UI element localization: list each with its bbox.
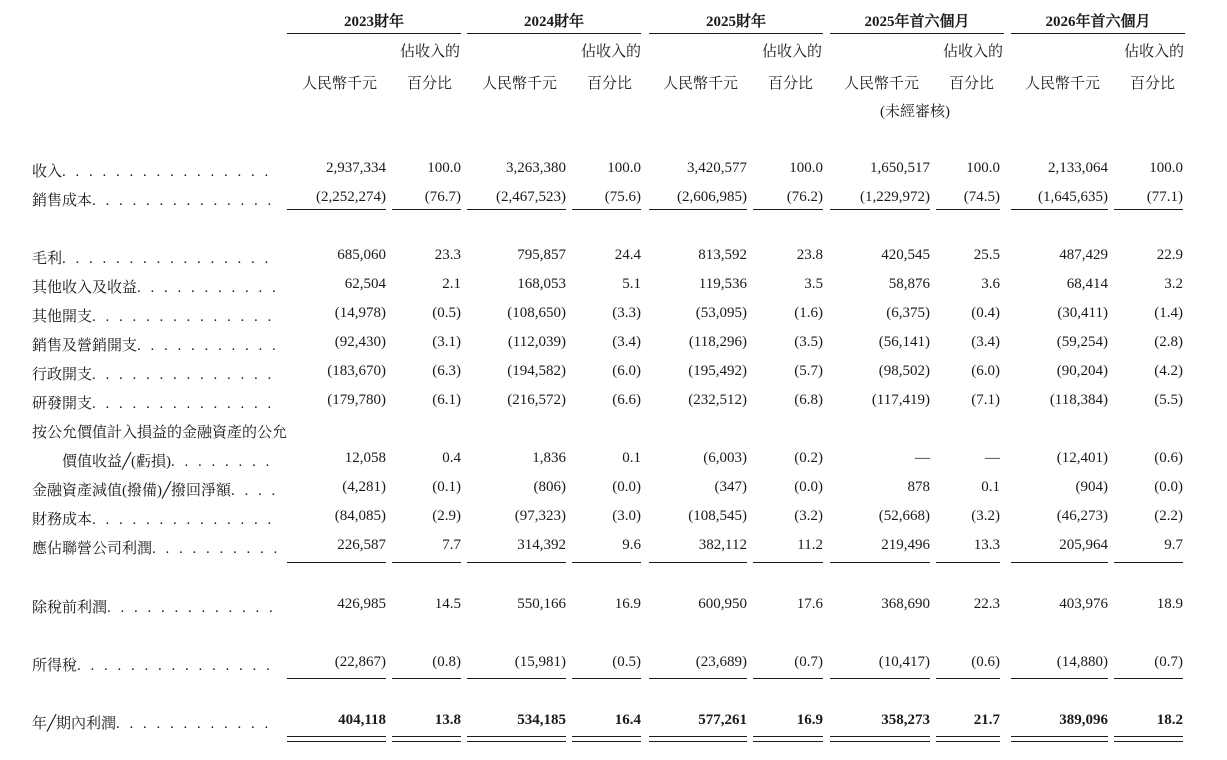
table-cell: (76.7) bbox=[424, 189, 461, 205]
table-rule bbox=[936, 678, 1000, 679]
table-cell: (0.7) bbox=[1154, 654, 1183, 670]
table-rule bbox=[1011, 678, 1108, 679]
table-cell: (0.8) bbox=[432, 654, 461, 670]
table-cell: (195,492) bbox=[688, 363, 747, 379]
table-rule bbox=[1114, 678, 1183, 679]
table-cell: 1,650,517 bbox=[870, 160, 930, 176]
table-cell: (183,670) bbox=[327, 363, 386, 379]
table-cell: 3.5 bbox=[804, 276, 823, 292]
table-cell: (1.6) bbox=[794, 305, 823, 321]
pct-label-2024-b: 百分比 bbox=[587, 76, 633, 92]
table-cell: (179,780) bbox=[327, 392, 386, 408]
table-cell: 2,133,064 bbox=[1048, 160, 1108, 176]
table-cell: 577,261 bbox=[698, 712, 747, 728]
table-cell: (117,419) bbox=[871, 392, 930, 408]
table-cell: 18.9 bbox=[1156, 596, 1183, 612]
header-rule-2023 bbox=[287, 33, 461, 34]
table-cell: (1,229,972) bbox=[860, 189, 930, 205]
table-cell: 420,545 bbox=[881, 247, 930, 263]
table-cell: (4,281) bbox=[342, 479, 386, 495]
header-rule-2025 bbox=[649, 33, 823, 34]
pct-label-2026h1-a: 佔收入的 bbox=[1124, 44, 1185, 60]
table-cell: 382,112 bbox=[698, 537, 747, 553]
table-cell: (108,650) bbox=[507, 305, 566, 321]
period-header-2025h1: 2025年首六個月 bbox=[864, 14, 970, 30]
table-cell: 2,937,334 bbox=[326, 160, 386, 176]
amount-label-2023: 人民幣千元 bbox=[302, 76, 378, 92]
table-cell: (0.5) bbox=[612, 654, 641, 670]
table-cell: 878 bbox=[907, 479, 930, 495]
table-cell: (6.0) bbox=[612, 363, 641, 379]
period-header-2023: 2023財年 bbox=[343, 14, 404, 30]
table-cell: 226,587 bbox=[337, 537, 386, 553]
pct-label-2025h1-a: 佔收入的 bbox=[943, 44, 1004, 60]
table-cell: 205,964 bbox=[1059, 537, 1108, 553]
table-cell: 100.0 bbox=[607, 160, 641, 176]
table-cell: (98,502) bbox=[878, 363, 930, 379]
row-label-income-tax: 所得稅. . . . . . . . . . . . . . . bbox=[32, 658, 273, 674]
table-cell: 68,414 bbox=[1066, 276, 1108, 292]
table-cell: (12,401) bbox=[1056, 450, 1108, 466]
table-cell: 487,429 bbox=[1059, 247, 1108, 263]
table-cell: — bbox=[985, 450, 1000, 466]
table-cell: (1,645,635) bbox=[1038, 189, 1108, 205]
table-cell: 16.9 bbox=[614, 596, 641, 612]
row-label-other-expenses: 其他開支. . . . . . . . . . . . . . bbox=[32, 309, 275, 325]
table-rule bbox=[392, 562, 461, 563]
table-cell: (112,039) bbox=[507, 334, 566, 350]
table-cell: 550,166 bbox=[517, 596, 566, 612]
table-cell: (0.0) bbox=[1154, 479, 1183, 495]
row-label-fvtpl-line1: 按公允價值計入損益的金融資產的公允 bbox=[32, 425, 288, 441]
table-cell: (118,296) bbox=[688, 334, 747, 350]
table-rule bbox=[753, 562, 823, 563]
table-cell: 62,504 bbox=[344, 276, 386, 292]
table-cell: (7.1) bbox=[971, 392, 1000, 408]
table-cell: 403,976 bbox=[1059, 596, 1108, 612]
table-cell: (216,572) bbox=[507, 392, 566, 408]
table-cell: (84,085) bbox=[334, 508, 386, 524]
table-cell: (2.2) bbox=[1154, 508, 1183, 524]
table-cell: 219,496 bbox=[881, 537, 930, 553]
amount-label-2025h1: 人民幣千元 bbox=[844, 76, 920, 92]
table-rule bbox=[572, 678, 641, 679]
table-rule bbox=[392, 209, 461, 210]
table-cell: (5.7) bbox=[794, 363, 823, 379]
table-cell: (15,981) bbox=[514, 654, 566, 670]
table-cell: 23.8 bbox=[796, 247, 823, 263]
table-cell: 17.6 bbox=[796, 596, 823, 612]
header-rule-2025h1 bbox=[830, 33, 1004, 34]
row-label-rd-expenses: 研發開支. . . . . . . . . . . . . . bbox=[32, 396, 275, 412]
table-cell: 600,950 bbox=[698, 596, 747, 612]
table-cell: 23.3 bbox=[434, 247, 461, 263]
period-header-2024: 2024財年 bbox=[523, 14, 584, 30]
table-cell: (3.4) bbox=[971, 334, 1000, 350]
amount-label-2024: 人民幣千元 bbox=[482, 76, 558, 92]
table-cell: 0.4 bbox=[442, 450, 461, 466]
table-rule bbox=[1114, 736, 1183, 737]
table-rule bbox=[830, 678, 930, 679]
table-rule bbox=[1011, 741, 1108, 742]
table-rule bbox=[649, 678, 747, 679]
table-rule bbox=[1011, 736, 1108, 737]
table-rule bbox=[936, 562, 1000, 563]
table-cell: (4.2) bbox=[1154, 363, 1183, 379]
pct-label-2025h1-b: 百分比 bbox=[949, 76, 995, 92]
table-cell: 813,592 bbox=[698, 247, 747, 263]
table-rule bbox=[572, 736, 641, 737]
table-cell: (97,323) bbox=[514, 508, 566, 524]
table-cell: (53,095) bbox=[695, 305, 747, 321]
table-cell: 18.2 bbox=[1156, 712, 1183, 728]
table-cell: (194,582) bbox=[507, 363, 566, 379]
table-rule bbox=[572, 209, 641, 210]
table-cell: (0.7) bbox=[794, 654, 823, 670]
amount-label-2025: 人民幣千元 bbox=[663, 76, 739, 92]
table-cell: (3.2) bbox=[794, 508, 823, 524]
table-cell: (92,430) bbox=[334, 334, 386, 350]
table-cell: 14.5 bbox=[434, 596, 461, 612]
table-cell: (3.4) bbox=[612, 334, 641, 350]
table-cell: (0.4) bbox=[971, 305, 1000, 321]
table-cell: 426,985 bbox=[337, 596, 386, 612]
row-label-finance-costs: 財務成本. . . . . . . . . . . . . . bbox=[32, 512, 275, 528]
table-rule bbox=[830, 562, 930, 563]
pct-label-2023-a: 佔收入的 bbox=[400, 44, 461, 60]
table-cell: 12,058 bbox=[344, 450, 386, 466]
table-cell: (90,204) bbox=[1056, 363, 1108, 379]
pct-label-2026h1-b: 百分比 bbox=[1130, 76, 1176, 92]
table-cell: (6,003) bbox=[703, 450, 747, 466]
table-cell: (6.1) bbox=[432, 392, 461, 408]
table-cell: (2.8) bbox=[1154, 334, 1183, 350]
pct-label-2025-b: 百分比 bbox=[768, 76, 814, 92]
table-cell: (2,467,523) bbox=[496, 189, 566, 205]
table-cell: 21.7 bbox=[973, 712, 1000, 728]
table-cell: (46,273) bbox=[1056, 508, 1108, 524]
table-cell: (0.0) bbox=[794, 479, 823, 495]
table-cell: (6.3) bbox=[432, 363, 461, 379]
table-cell: (3.5) bbox=[794, 334, 823, 350]
table-cell: (0.0) bbox=[612, 479, 641, 495]
row-label-profit-for-period: 年╱期內利潤. . . . . . . . . . . . bbox=[32, 716, 272, 732]
row-label-revenue: 收入. . . . . . . . . . . . . . . . bbox=[32, 164, 272, 180]
table-cell: 168,053 bbox=[517, 276, 566, 292]
table-cell: (1.4) bbox=[1154, 305, 1183, 321]
table-cell: (30,411) bbox=[1057, 305, 1108, 321]
table-cell: (76.2) bbox=[786, 189, 823, 205]
pct-label-2024-a: 佔收入的 bbox=[581, 44, 642, 60]
table-rule bbox=[936, 209, 1000, 210]
table-cell: (347) bbox=[714, 479, 747, 495]
table-cell: (6.0) bbox=[971, 363, 1000, 379]
table-rule bbox=[572, 741, 641, 742]
table-cell: (75.6) bbox=[604, 189, 641, 205]
table-cell: 534,185 bbox=[517, 712, 566, 728]
table-rule bbox=[467, 209, 566, 210]
table-rule bbox=[287, 562, 386, 563]
table-cell: 2.1 bbox=[442, 276, 461, 292]
table-rule bbox=[649, 736, 747, 737]
table-cell: (6,375) bbox=[886, 305, 930, 321]
table-rule bbox=[467, 736, 566, 737]
table-cell: 795,857 bbox=[517, 247, 566, 263]
table-rule bbox=[1011, 209, 1108, 210]
table-cell: (59,254) bbox=[1056, 334, 1108, 350]
table-rule bbox=[572, 562, 641, 563]
table-rule bbox=[753, 736, 823, 737]
table-cell: 389,096 bbox=[1059, 712, 1108, 728]
table-cell: 368,690 bbox=[881, 596, 930, 612]
table-cell: (22,867) bbox=[334, 654, 386, 670]
table-cell: (806) bbox=[533, 479, 566, 495]
table-cell: 58,876 bbox=[888, 276, 930, 292]
row-label-profit-before-tax: 除稅前利潤. . . . . . . . . . . . . bbox=[32, 600, 276, 616]
table-rule bbox=[467, 678, 566, 679]
row-label-share-of-associates: 應佔聯營公司利潤. . . . . . . . . . bbox=[32, 541, 281, 557]
table-cell: 22.9 bbox=[1156, 247, 1183, 263]
table-rule bbox=[287, 209, 386, 210]
table-rule bbox=[649, 209, 747, 210]
table-cell: 100.0 bbox=[1149, 160, 1183, 176]
table-cell: (74.5) bbox=[963, 189, 1000, 205]
table-cell: 5.1 bbox=[622, 276, 641, 292]
table-cell: (6.8) bbox=[794, 392, 823, 408]
pct-label-2025-a: 佔收入的 bbox=[762, 44, 823, 60]
amount-label-2026h1: 人民幣千元 bbox=[1025, 76, 1101, 92]
table-cell: 3,420,577 bbox=[687, 160, 747, 176]
table-cell: 9.7 bbox=[1164, 537, 1183, 553]
header-rule-2024 bbox=[467, 33, 641, 34]
table-cell: (6.6) bbox=[612, 392, 641, 408]
table-cell: 358,273 bbox=[881, 712, 930, 728]
table-cell: (10,417) bbox=[878, 654, 930, 670]
table-cell: 9.6 bbox=[622, 537, 641, 553]
row-label-gross-profit: 毛利. . . . . . . . . . . . . . . . bbox=[32, 251, 272, 267]
table-cell: 119,536 bbox=[698, 276, 747, 292]
row-label-impairment: 金融資產減值(撥備)╱撥回淨額. . . . bbox=[32, 483, 279, 499]
table-rule bbox=[287, 736, 386, 737]
period-header-2025: 2025財年 bbox=[705, 14, 766, 30]
table-rule bbox=[467, 741, 566, 742]
table-cell: 100.0 bbox=[427, 160, 461, 176]
table-cell: (14,880) bbox=[1056, 654, 1108, 670]
table-cell: (0.2) bbox=[794, 450, 823, 466]
table-cell: (2,252,274) bbox=[316, 189, 386, 205]
row-label-selling-expenses: 銷售及營銷開支. . . . . . . . . . . bbox=[32, 338, 279, 354]
table-rule bbox=[1114, 562, 1183, 563]
table-rule bbox=[753, 741, 823, 742]
table-cell: (2,606,985) bbox=[677, 189, 747, 205]
table-rule bbox=[392, 678, 461, 679]
table-cell: 25.5 bbox=[973, 247, 1000, 263]
table-cell: 0.1 bbox=[981, 479, 1000, 495]
table-rule bbox=[753, 678, 823, 679]
table-rule bbox=[392, 741, 461, 742]
table-cell: 100.0 bbox=[789, 160, 823, 176]
table-cell: (56,141) bbox=[878, 334, 930, 350]
table-cell: (3.1) bbox=[432, 334, 461, 350]
table-cell: 3,263,380 bbox=[506, 160, 566, 176]
table-cell: 314,392 bbox=[517, 537, 566, 553]
table-rule bbox=[392, 736, 461, 737]
table-cell: 685,060 bbox=[337, 247, 386, 263]
table-rule bbox=[287, 741, 386, 742]
table-cell: 22.3 bbox=[973, 596, 1000, 612]
row-label-admin-expenses: 行政開支. . . . . . . . . . . . . . bbox=[32, 367, 275, 383]
table-cell: 404,118 bbox=[338, 712, 386, 728]
table-cell: 3.2 bbox=[1164, 276, 1183, 292]
table-cell: — bbox=[915, 450, 930, 466]
unaudited-note: (未經審核) bbox=[880, 104, 950, 120]
table-cell: (3.0) bbox=[612, 508, 641, 524]
table-rule bbox=[753, 209, 823, 210]
row-label-other-income: 其他收入及收益. . . . . . . . . . . bbox=[32, 280, 279, 296]
table-cell: (0.6) bbox=[971, 654, 1000, 670]
table-cell: 16.9 bbox=[796, 712, 823, 728]
table-cell: 24.4 bbox=[614, 247, 641, 263]
table-cell: (904) bbox=[1075, 479, 1108, 495]
header-rule-2026h1 bbox=[1011, 33, 1185, 34]
period-header-2026h1: 2026年首六個月 bbox=[1045, 14, 1151, 30]
table-rule bbox=[467, 562, 566, 563]
table-rule bbox=[936, 741, 1000, 742]
table-cell: (3.3) bbox=[612, 305, 641, 321]
table-rule bbox=[649, 741, 747, 742]
table-cell: 16.4 bbox=[614, 712, 641, 728]
table-cell: (118,384) bbox=[1049, 392, 1108, 408]
table-rule bbox=[1011, 562, 1108, 563]
table-rule bbox=[649, 562, 747, 563]
table-rule bbox=[830, 209, 930, 210]
table-rule bbox=[936, 736, 1000, 737]
table-cell: (5.5) bbox=[1154, 392, 1183, 408]
table-cell: (0.1) bbox=[432, 479, 461, 495]
table-cell: 100.0 bbox=[966, 160, 1000, 176]
table-cell: (52,668) bbox=[878, 508, 930, 524]
table-cell: (108,545) bbox=[688, 508, 747, 524]
table-cell: (2.9) bbox=[432, 508, 461, 524]
table-cell: (23,689) bbox=[695, 654, 747, 670]
table-cell: 3.6 bbox=[981, 276, 1000, 292]
table-cell: 13.3 bbox=[973, 537, 1000, 553]
table-rule bbox=[830, 741, 930, 742]
table-rule bbox=[1114, 209, 1183, 210]
table-cell: 7.7 bbox=[442, 537, 461, 553]
row-label-cost-of-sales: 銷售成本. . . . . . . . . . . . . . bbox=[32, 193, 275, 209]
table-cell: (0.6) bbox=[1154, 450, 1183, 466]
table-cell: (3.2) bbox=[971, 508, 1000, 524]
table-cell: 1,836 bbox=[532, 450, 566, 466]
pct-label-2023-b: 百分比 bbox=[407, 76, 453, 92]
table-cell: (0.5) bbox=[432, 305, 461, 321]
table-cell: 11.2 bbox=[797, 537, 823, 553]
table-cell: 13.8 bbox=[434, 712, 461, 728]
table-cell: (77.1) bbox=[1146, 189, 1183, 205]
table-rule bbox=[1114, 741, 1183, 742]
table-cell: (232,512) bbox=[688, 392, 747, 408]
table-rule bbox=[287, 678, 386, 679]
table-cell: 0.1 bbox=[622, 450, 641, 466]
table-cell: (14,978) bbox=[334, 305, 386, 321]
table-rule bbox=[830, 736, 930, 737]
row-label-fvtpl-line2: 價值收益╱(虧損). . . . . . . . bbox=[62, 454, 273, 470]
